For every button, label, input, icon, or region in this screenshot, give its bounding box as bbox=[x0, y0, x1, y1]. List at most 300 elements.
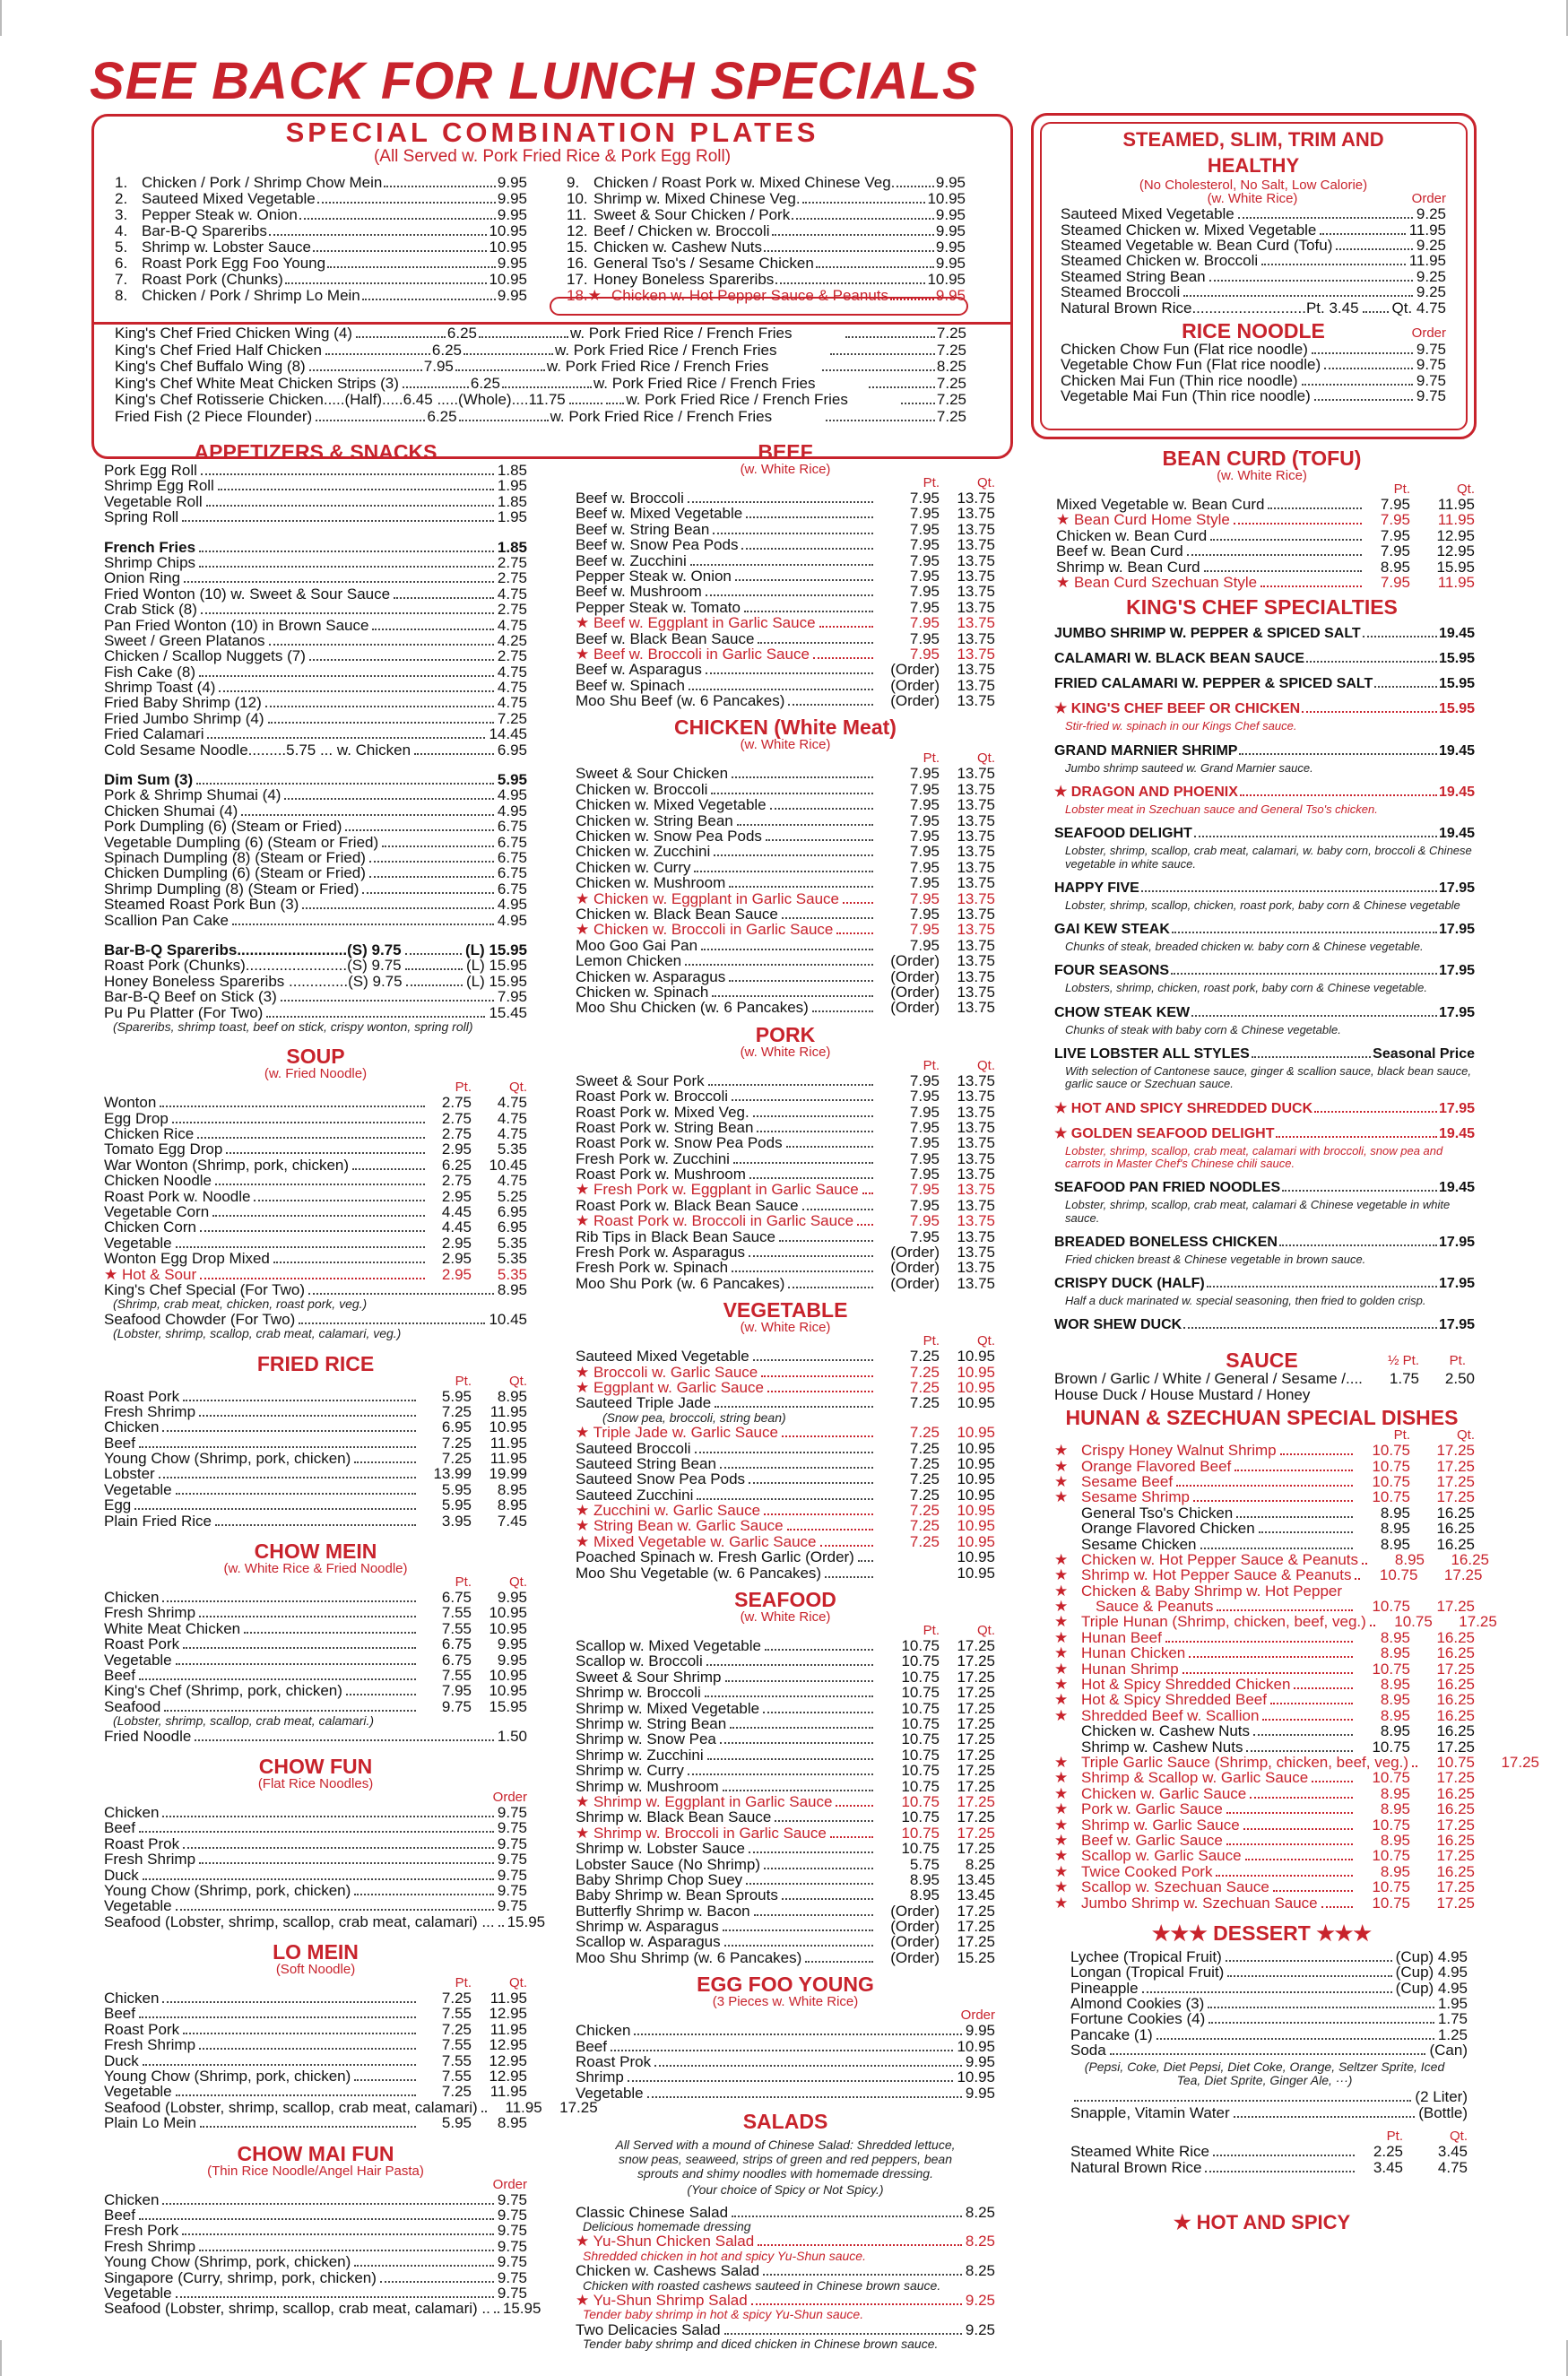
dot-leader bbox=[218, 489, 494, 490]
pt-label: Pt. bbox=[923, 1333, 940, 1349]
item-name: Longan (Tropical Fruit) bbox=[1070, 1964, 1225, 1981]
menu-item-row bbox=[104, 897, 527, 912]
dot-leader bbox=[1312, 352, 1413, 354]
dot-leader bbox=[569, 403, 603, 404]
dot-leader bbox=[1176, 1485, 1353, 1487]
item-name: Beef bbox=[104, 1819, 135, 1837]
dot-leader bbox=[1226, 1960, 1392, 1962]
menu-item-row bbox=[576, 1903, 995, 1919]
item-price: 7.25 bbox=[909, 1378, 940, 1396]
menu-item-row bbox=[576, 1653, 995, 1669]
menu-item-row bbox=[104, 2084, 527, 2099]
combo-number: 17. bbox=[567, 271, 588, 288]
dot-leader bbox=[765, 1649, 873, 1651]
dot-leader bbox=[1183, 1327, 1437, 1329]
item-price-large: 13.75 bbox=[957, 505, 995, 523]
dot-leader bbox=[463, 353, 553, 355]
specialty-name: BREADED BONELESS CHICKEN bbox=[1054, 1234, 1278, 1250]
menu-item-row bbox=[576, 1471, 995, 1487]
item-name: Sauteed Zucchini bbox=[576, 1486, 694, 1504]
item-name: ★ Shrimp w. Eggplant in Garlic Sauce bbox=[576, 1792, 833, 1810]
item-name: Triple Garlic Sauce (Shrimp, chicken, beef, veg.) bbox=[1081, 1753, 1409, 1771]
dot-leader bbox=[788, 704, 873, 706]
menu-item-row bbox=[576, 953, 995, 968]
dot-leader bbox=[1324, 368, 1413, 369]
menu-item-row bbox=[576, 1244, 995, 1260]
item-price: (Order) bbox=[890, 1244, 940, 1262]
star-icon: ★ bbox=[1054, 1816, 1069, 1834]
item-name: Vegetable bbox=[104, 2083, 172, 2101]
dot-leader bbox=[1302, 384, 1413, 386]
item-price-large: 13.75 bbox=[957, 905, 995, 923]
item-price-large: 13.75 bbox=[957, 999, 995, 1017]
half-pt-label: ½ Pt. bbox=[1387, 1353, 1419, 1369]
item-name: Chicken / Scallop Nuggets (7) bbox=[104, 647, 306, 665]
item-price-large: 13.75 bbox=[957, 1149, 995, 1167]
side-price: 7.25 bbox=[936, 407, 967, 425]
dot-leader bbox=[369, 861, 494, 863]
item-price: 6.95 bbox=[441, 1418, 472, 1436]
item-price-large: 13.75 bbox=[957, 1227, 995, 1245]
dot-leader bbox=[1205, 2171, 1355, 2172]
menu-item-row bbox=[576, 906, 995, 922]
dot-leader bbox=[732, 1270, 873, 1272]
dot-leader bbox=[857, 1224, 873, 1226]
dot-leader bbox=[1216, 1875, 1353, 1877]
combo-item bbox=[567, 191, 966, 207]
chow-mein-note: (Lobster, shrimp, scallop, crab meat, calamari.) bbox=[113, 1713, 374, 1729]
combo-name: Bar-B-Q Spareribs bbox=[142, 222, 267, 239]
item-price: 8.25 bbox=[965, 2262, 995, 2280]
dot-leader bbox=[215, 1184, 425, 1185]
menu-item-row bbox=[576, 797, 995, 812]
spacer bbox=[1054, 1336, 1475, 1343]
dot-leader bbox=[269, 234, 488, 236]
item-name: Egg Drop bbox=[104, 1109, 169, 1127]
item-price: (Order) bbox=[890, 967, 940, 985]
sauce-price: 1.75 bbox=[1389, 1370, 1419, 1388]
item-name: Beef w. Zucchini bbox=[576, 551, 687, 569]
item-name: Pepper Steak w. Onion bbox=[576, 567, 732, 585]
item-price: 9.95 bbox=[965, 2053, 995, 2071]
soup-title: SOUP bbox=[286, 1045, 345, 1069]
item-price-large: 16.25 bbox=[1436, 1535, 1475, 1553]
item-price-large: 5.35 bbox=[497, 1250, 527, 1268]
dot-leader bbox=[362, 892, 494, 894]
item-name: Fresh Pork w. Asparagus bbox=[576, 1244, 745, 1262]
dot-leader bbox=[1260, 585, 1362, 587]
combo-item bbox=[567, 272, 966, 288]
dot-leader bbox=[199, 2048, 416, 2050]
pt-label: Pt. bbox=[1393, 481, 1410, 497]
star-icon: ★ bbox=[1054, 1582, 1069, 1600]
dot-leader bbox=[1208, 2022, 1434, 2024]
dot-leader bbox=[1191, 1015, 1437, 1017]
item-price: 7.25 bbox=[909, 1486, 940, 1504]
item-name: Chicken Corn bbox=[104, 1218, 196, 1236]
item-price-large: 13.75 bbox=[957, 1181, 995, 1199]
qt-label: Order bbox=[492, 1789, 527, 1805]
item-price-large: 12.95 bbox=[489, 2051, 527, 2069]
dot-leader bbox=[1240, 794, 1437, 796]
dot-leader bbox=[782, 917, 873, 919]
item-price: 7.25 bbox=[909, 1439, 940, 1457]
item-price: 11.95 bbox=[1408, 252, 1446, 270]
menu-item-row bbox=[576, 1213, 995, 1228]
item-price-large: 16.25 bbox=[1436, 1862, 1475, 1880]
combo-item bbox=[567, 207, 966, 223]
qt-label: Qt. bbox=[1456, 1427, 1475, 1444]
item-price: 7.55 bbox=[441, 2051, 472, 2069]
item-price: 7.25 bbox=[909, 1532, 940, 1550]
item-price-large: 13.75 bbox=[957, 1274, 995, 1292]
item-name: Chicken w. Cashew Nuts bbox=[1081, 1722, 1251, 1740]
specialty-row bbox=[1054, 881, 1475, 899]
item-name: Moo Shu Shrimp (w. 6 Pancakes) bbox=[576, 1948, 802, 1966]
dot-leader bbox=[143, 1878, 494, 1880]
dot-leader bbox=[724, 1945, 873, 1947]
item-price: 7.95 bbox=[909, 567, 940, 585]
item-price-large: 8.95 bbox=[497, 2114, 527, 2132]
menu-item-row bbox=[104, 2239, 527, 2254]
menu-item-row bbox=[576, 2205, 995, 2220]
item-price: 8.95 bbox=[1380, 1504, 1410, 1522]
kings-chef-item bbox=[115, 325, 966, 343]
item-name: Sauce & Peanuts bbox=[1096, 1598, 1214, 1616]
dot-leader bbox=[266, 1016, 485, 1018]
combo-price: 9.95 bbox=[497, 255, 527, 272]
item-price: (Can) bbox=[1429, 2042, 1468, 2059]
item-price-large: 16.25 bbox=[1436, 1691, 1475, 1709]
dot-leader bbox=[1217, 1609, 1353, 1611]
item-price-large: 17.25 bbox=[1459, 1613, 1497, 1631]
item-name: Steamed White Rice bbox=[1070, 2143, 1209, 2161]
item-price: 7.25 bbox=[909, 1424, 940, 1442]
item-price: 10.75 bbox=[1372, 1894, 1410, 1912]
item-price: 10.75 bbox=[901, 1730, 940, 1748]
item-price: 6.25 bbox=[441, 1156, 472, 1174]
dot-leader bbox=[843, 902, 873, 904]
item-price: 10.75 bbox=[1372, 1442, 1410, 1460]
menu-item-row bbox=[104, 989, 527, 1004]
combo-price: 9.95 bbox=[935, 222, 966, 239]
item-price: 7.95 bbox=[909, 1118, 940, 1136]
item-price-large: 10.95 bbox=[957, 1502, 995, 1520]
menu-item-row bbox=[576, 1276, 995, 1291]
item-name: Moo Goo Gai Pan bbox=[576, 936, 698, 954]
item-price-large: 12.95 bbox=[1436, 526, 1475, 544]
dot-leader bbox=[199, 2250, 494, 2251]
pt-label: Pt. bbox=[923, 1057, 940, 1073]
menu-item-row bbox=[1054, 1817, 1475, 1833]
item-price: (Order) bbox=[890, 1918, 940, 1936]
dot-leader bbox=[732, 1099, 873, 1101]
item-name: Orange Flavored Beef bbox=[1081, 1457, 1232, 1475]
dot-leader bbox=[753, 1359, 873, 1361]
combo-number: 8. bbox=[115, 287, 128, 304]
soda-note: (Pepsi, Coke, Diet Pepsi, Diet Coke, Orange, Seltzer Sprite, Iced Tea, Diet Sprite, Ginger Ale, ···) bbox=[1084, 2059, 1445, 2088]
menu-item-row bbox=[1070, 2011, 1468, 2026]
item-name: Shrimp w. String Bean bbox=[576, 1715, 727, 1732]
menu-item-row bbox=[104, 1005, 527, 1020]
item-price: 10.75 bbox=[1372, 1847, 1410, 1865]
sauce-row bbox=[1049, 1371, 1475, 1386]
side-option: w. Pork Fried Rice / French Fries bbox=[593, 374, 816, 392]
star-icon: ★ bbox=[1054, 1831, 1069, 1849]
item-name: Fortune Cookies (4) bbox=[1070, 2010, 1206, 2028]
pt-label: Pt. bbox=[455, 1080, 472, 1096]
item-name: ★ Chicken w. Eggplant in Garlic Sauce bbox=[576, 889, 839, 907]
specialty-row bbox=[1054, 1127, 1475, 1145]
item-name: Sauteed Broccoli bbox=[576, 1439, 691, 1457]
item-price: 10.75 bbox=[1379, 1566, 1418, 1584]
item-price-large: 13.75 bbox=[957, 967, 995, 985]
item-name: ★ Shrimp w. Broccoli in Garlic Sauce bbox=[576, 1824, 827, 1842]
dot-leader bbox=[1194, 836, 1437, 837]
item-price-large: 4.75 bbox=[1437, 2158, 1468, 2176]
vegetable-note: (Snow pea, broccoli, string bean) bbox=[602, 1409, 786, 1425]
menu-item-row bbox=[104, 726, 527, 741]
item-name: Vegetable bbox=[104, 2284, 172, 2302]
menu-item-row bbox=[104, 974, 527, 989]
item-price-large: 17.25 bbox=[957, 1699, 995, 1717]
dot-leader bbox=[455, 369, 545, 371]
item-price: 7.95 bbox=[909, 1181, 940, 1199]
dot-leader bbox=[309, 659, 494, 661]
menu-item-row bbox=[576, 553, 995, 568]
item-price: 8.25 bbox=[965, 2233, 995, 2250]
item-price: 8.95 bbox=[1380, 1644, 1410, 1662]
item-price-large: 16.25 bbox=[1436, 1644, 1475, 1662]
item-price: (Order) bbox=[890, 1948, 940, 1966]
combo-number: 3. bbox=[115, 206, 128, 223]
menu-item-row bbox=[1061, 373, 1446, 388]
item-price: 6.25 bbox=[427, 407, 457, 425]
dot-leader bbox=[775, 1820, 873, 1822]
item-price: 2.75 bbox=[441, 1125, 472, 1143]
chow-mein-subtitle: (w. White Rice & Fried Noodle) bbox=[223, 1561, 408, 1577]
menu-item-row bbox=[576, 1731, 995, 1747]
specialty-row bbox=[1054, 1277, 1475, 1295]
specialty-description: Lobsters, shrimp, chicken, roast pork, baby corn & Chinese vegetable. bbox=[1065, 981, 1427, 995]
item-price: 1.95 bbox=[497, 508, 527, 526]
item-price-large: 12.95 bbox=[489, 2036, 527, 2054]
healthy-title: STEAMED, SLIM, TRIM AND HEALTHY bbox=[1122, 128, 1384, 177]
dot-leader bbox=[764, 1868, 873, 1869]
menu-item-row bbox=[104, 1389, 527, 1404]
qt-label: Qt. bbox=[976, 1623, 995, 1639]
item-price-large: 17.25 bbox=[1436, 1816, 1475, 1834]
item-name: Vegetable bbox=[104, 1897, 172, 1915]
dot-leader bbox=[325, 353, 430, 355]
menu-item-row bbox=[104, 711, 527, 726]
item-price: (L) 15.95 bbox=[465, 972, 527, 990]
specialty-row bbox=[1054, 785, 1475, 803]
dot-leader bbox=[405, 968, 463, 970]
menu-item-row bbox=[576, 568, 995, 584]
item-price: 9.75 bbox=[497, 2222, 527, 2240]
specialty-description: Lobster, shrimp, scallop, crab meat, calamari & Chinese vegetable in white sauce. bbox=[1065, 1198, 1451, 1225]
item-name: Dim Sum (3) bbox=[104, 771, 194, 789]
price-column-header bbox=[104, 1575, 527, 1590]
menu-item-row bbox=[576, 2039, 995, 2054]
specialty-row bbox=[1054, 677, 1475, 695]
price-column-header bbox=[1049, 482, 1475, 497]
item-price: 3.45 bbox=[1373, 2158, 1403, 2176]
combo-price: 9.95 bbox=[935, 287, 966, 304]
combo-item bbox=[115, 223, 527, 239]
item-price-large: 13.75 bbox=[957, 1166, 995, 1184]
star-icon: ★ bbox=[1054, 1613, 1069, 1631]
specialty-name: CRISPY DUCK (HALF) bbox=[1054, 1276, 1205, 1292]
dot-leader bbox=[316, 420, 425, 421]
item-name: Baby Shrimp Chop Suey bbox=[576, 1870, 743, 1888]
item-name: Fried Wonton (10) w. Sweet & Sour Sauce bbox=[104, 585, 391, 603]
dot-leader bbox=[714, 854, 873, 856]
menu-item-row bbox=[576, 1638, 995, 1653]
combination-header bbox=[91, 118, 1013, 165]
item-price-large: 4.75 bbox=[497, 1094, 527, 1112]
item-price-large: 13.75 bbox=[957, 921, 995, 939]
item-price-large: 10.95 bbox=[957, 1548, 995, 1566]
item-name: ★ Fresh Pork w. Eggplant in Garlic Sauce bbox=[576, 1181, 859, 1199]
item-price-large: 10.95 bbox=[957, 1517, 995, 1535]
item-name: Shrimp w. Mushroom bbox=[576, 1777, 719, 1795]
menu-item-row bbox=[576, 1503, 995, 1518]
dot-leader bbox=[226, 1152, 425, 1154]
item-price: 7.95 bbox=[909, 520, 940, 538]
item-price-large: 11.95 bbox=[489, 2020, 527, 2038]
item-price: 7.55 bbox=[441, 1604, 472, 1622]
dot-leader bbox=[1141, 890, 1437, 892]
combo-number: 18.★ bbox=[567, 287, 602, 304]
menu-item-row bbox=[1070, 1964, 1468, 1980]
item-name: Chicken w. Mixed Vegetable bbox=[576, 796, 767, 814]
item-price: 7.95 bbox=[1380, 511, 1410, 529]
dot-leader bbox=[199, 551, 494, 552]
menu-item-row bbox=[1061, 300, 1446, 316]
item-price: 4.95 bbox=[497, 786, 527, 804]
menu-item-row bbox=[576, 1380, 995, 1395]
item-name: Chicken Dumpling (6) (Steam or Fried) bbox=[104, 864, 366, 882]
specialty-price: 15.95 bbox=[1438, 676, 1475, 692]
item-name: Shrimp w. Broccoli bbox=[576, 1684, 701, 1702]
item-price-large: 16.25 bbox=[1436, 1784, 1475, 1802]
dot-leader bbox=[1209, 280, 1413, 282]
pork-title: PORK bbox=[755, 1022, 816, 1046]
item-price: 10.75 bbox=[901, 1808, 940, 1826]
item-name: Hunan Shrimp bbox=[1081, 1660, 1179, 1678]
menu-item-row bbox=[576, 1534, 995, 1549]
dot-leader bbox=[869, 386, 935, 388]
item-price: 2.95 bbox=[441, 1187, 472, 1205]
dot-leader bbox=[200, 2126, 416, 2128]
dot-leader bbox=[611, 2050, 953, 2051]
item-name: Chicken w. Curry bbox=[576, 858, 691, 876]
specialty-description: Lobster, shrimp, scallop, crab meat, calamari, w. baby corn, broccoli & Chinese vegetable in white sauce. bbox=[1065, 844, 1472, 871]
dot-leader bbox=[708, 1084, 873, 1086]
dot-leader bbox=[201, 612, 494, 614]
item-price: 2.95 bbox=[441, 1265, 472, 1283]
item-price: 7.95 bbox=[909, 828, 940, 845]
item-name: Soda bbox=[1070, 2042, 1106, 2059]
dot-leader bbox=[816, 266, 934, 268]
item-price: 7.95 bbox=[909, 645, 940, 663]
item-price: 8.95 bbox=[497, 1280, 527, 1298]
combo-item bbox=[115, 175, 527, 191]
item-price: 8.95 bbox=[1380, 1676, 1410, 1694]
dot-leader bbox=[479, 336, 568, 338]
item-name: Roast Pork bbox=[104, 1387, 180, 1405]
dot-leader bbox=[414, 753, 494, 755]
item-price: 7.95 bbox=[909, 505, 940, 523]
dot-leader bbox=[764, 250, 934, 252]
item-price: 7.25 bbox=[909, 1348, 940, 1366]
item-price: (Order) bbox=[890, 676, 940, 694]
item-name: Beef w. Snow Pea Pods bbox=[576, 536, 739, 554]
specialty-name: FRIED CALAMARI W. PEPPER & SPICED SALT bbox=[1054, 676, 1373, 692]
item-price: 6.75 bbox=[441, 1635, 472, 1653]
dot-leader bbox=[380, 2281, 494, 2283]
menu-item-row bbox=[1054, 1723, 1475, 1739]
item-price-large: 17.25 bbox=[957, 1777, 995, 1795]
dot-leader bbox=[1172, 932, 1437, 933]
item-price: 6.75 bbox=[441, 1589, 472, 1607]
item-name: Chicken w. String Bean bbox=[576, 811, 733, 829]
menu-item-row bbox=[104, 2053, 527, 2068]
item-price: 9.75 bbox=[497, 2268, 527, 2286]
item-name: Young Chow (Shrimp, pork, chicken) bbox=[104, 1881, 351, 1899]
salad-description: Delicious homemade dressing bbox=[583, 2218, 751, 2233]
specialty-name: CHOW STEAK KEW bbox=[1054, 1004, 1191, 1020]
item-price-large: 13.75 bbox=[957, 843, 995, 861]
menu-item-row bbox=[1056, 512, 1475, 527]
item-price: 1.50 bbox=[497, 1727, 527, 1745]
item-name: Chicken w. Black Bean Sauce bbox=[576, 905, 778, 923]
item-price: 4.75 bbox=[497, 616, 527, 634]
item-name: Sesame Shrimp bbox=[1081, 1488, 1190, 1506]
dot-leader bbox=[184, 581, 494, 583]
item-price: 8.25 bbox=[965, 2203, 995, 2221]
item-name: Chicken w. Bean Curd bbox=[1056, 526, 1208, 544]
dot-leader bbox=[1234, 2116, 1416, 2118]
item-price: 7.95 bbox=[909, 843, 940, 861]
dot-leader bbox=[706, 594, 873, 596]
dot-leader bbox=[749, 1482, 873, 1484]
combo-18-highlight bbox=[550, 297, 968, 316]
dot-leader bbox=[1207, 1286, 1437, 1288]
item-price: 9.75 bbox=[497, 1866, 527, 1884]
menu-item-row bbox=[576, 615, 995, 630]
item-price-large: 13.75 bbox=[957, 1212, 995, 1230]
item-price-large: 13.75 bbox=[957, 598, 995, 616]
soup-note: (Shrimp, crab meat, chicken, roast pork, veg.) bbox=[113, 1296, 368, 1312]
item-price-large: 13.75 bbox=[957, 952, 995, 970]
combo-price: 10.95 bbox=[927, 271, 966, 288]
item-name: Rib Tips in Black Bean Sauce bbox=[576, 1227, 776, 1245]
item-name: Crispy Honey Walnut Shrimp bbox=[1081, 1442, 1277, 1460]
menu-item-row bbox=[104, 2037, 527, 2052]
item-name: Vegetable bbox=[104, 1480, 172, 1498]
specialty-price: Seasonal Price bbox=[1373, 1046, 1475, 1062]
combo-price: 10.95 bbox=[489, 238, 527, 256]
dot-leader bbox=[172, 1122, 425, 1123]
combo-name: Shrimp w. Lobster Sauce bbox=[142, 238, 311, 256]
item-name: Shredded Beef w. Scallion bbox=[1081, 1706, 1260, 1724]
item-name: Triple Hunan (Shrimp, chicken, beef, veg.) bbox=[1081, 1613, 1366, 1631]
specialty-description: Half a duck marinated w. special seasoning, then fried to golden crisp. bbox=[1065, 1294, 1426, 1308]
dot-leader bbox=[384, 186, 496, 187]
